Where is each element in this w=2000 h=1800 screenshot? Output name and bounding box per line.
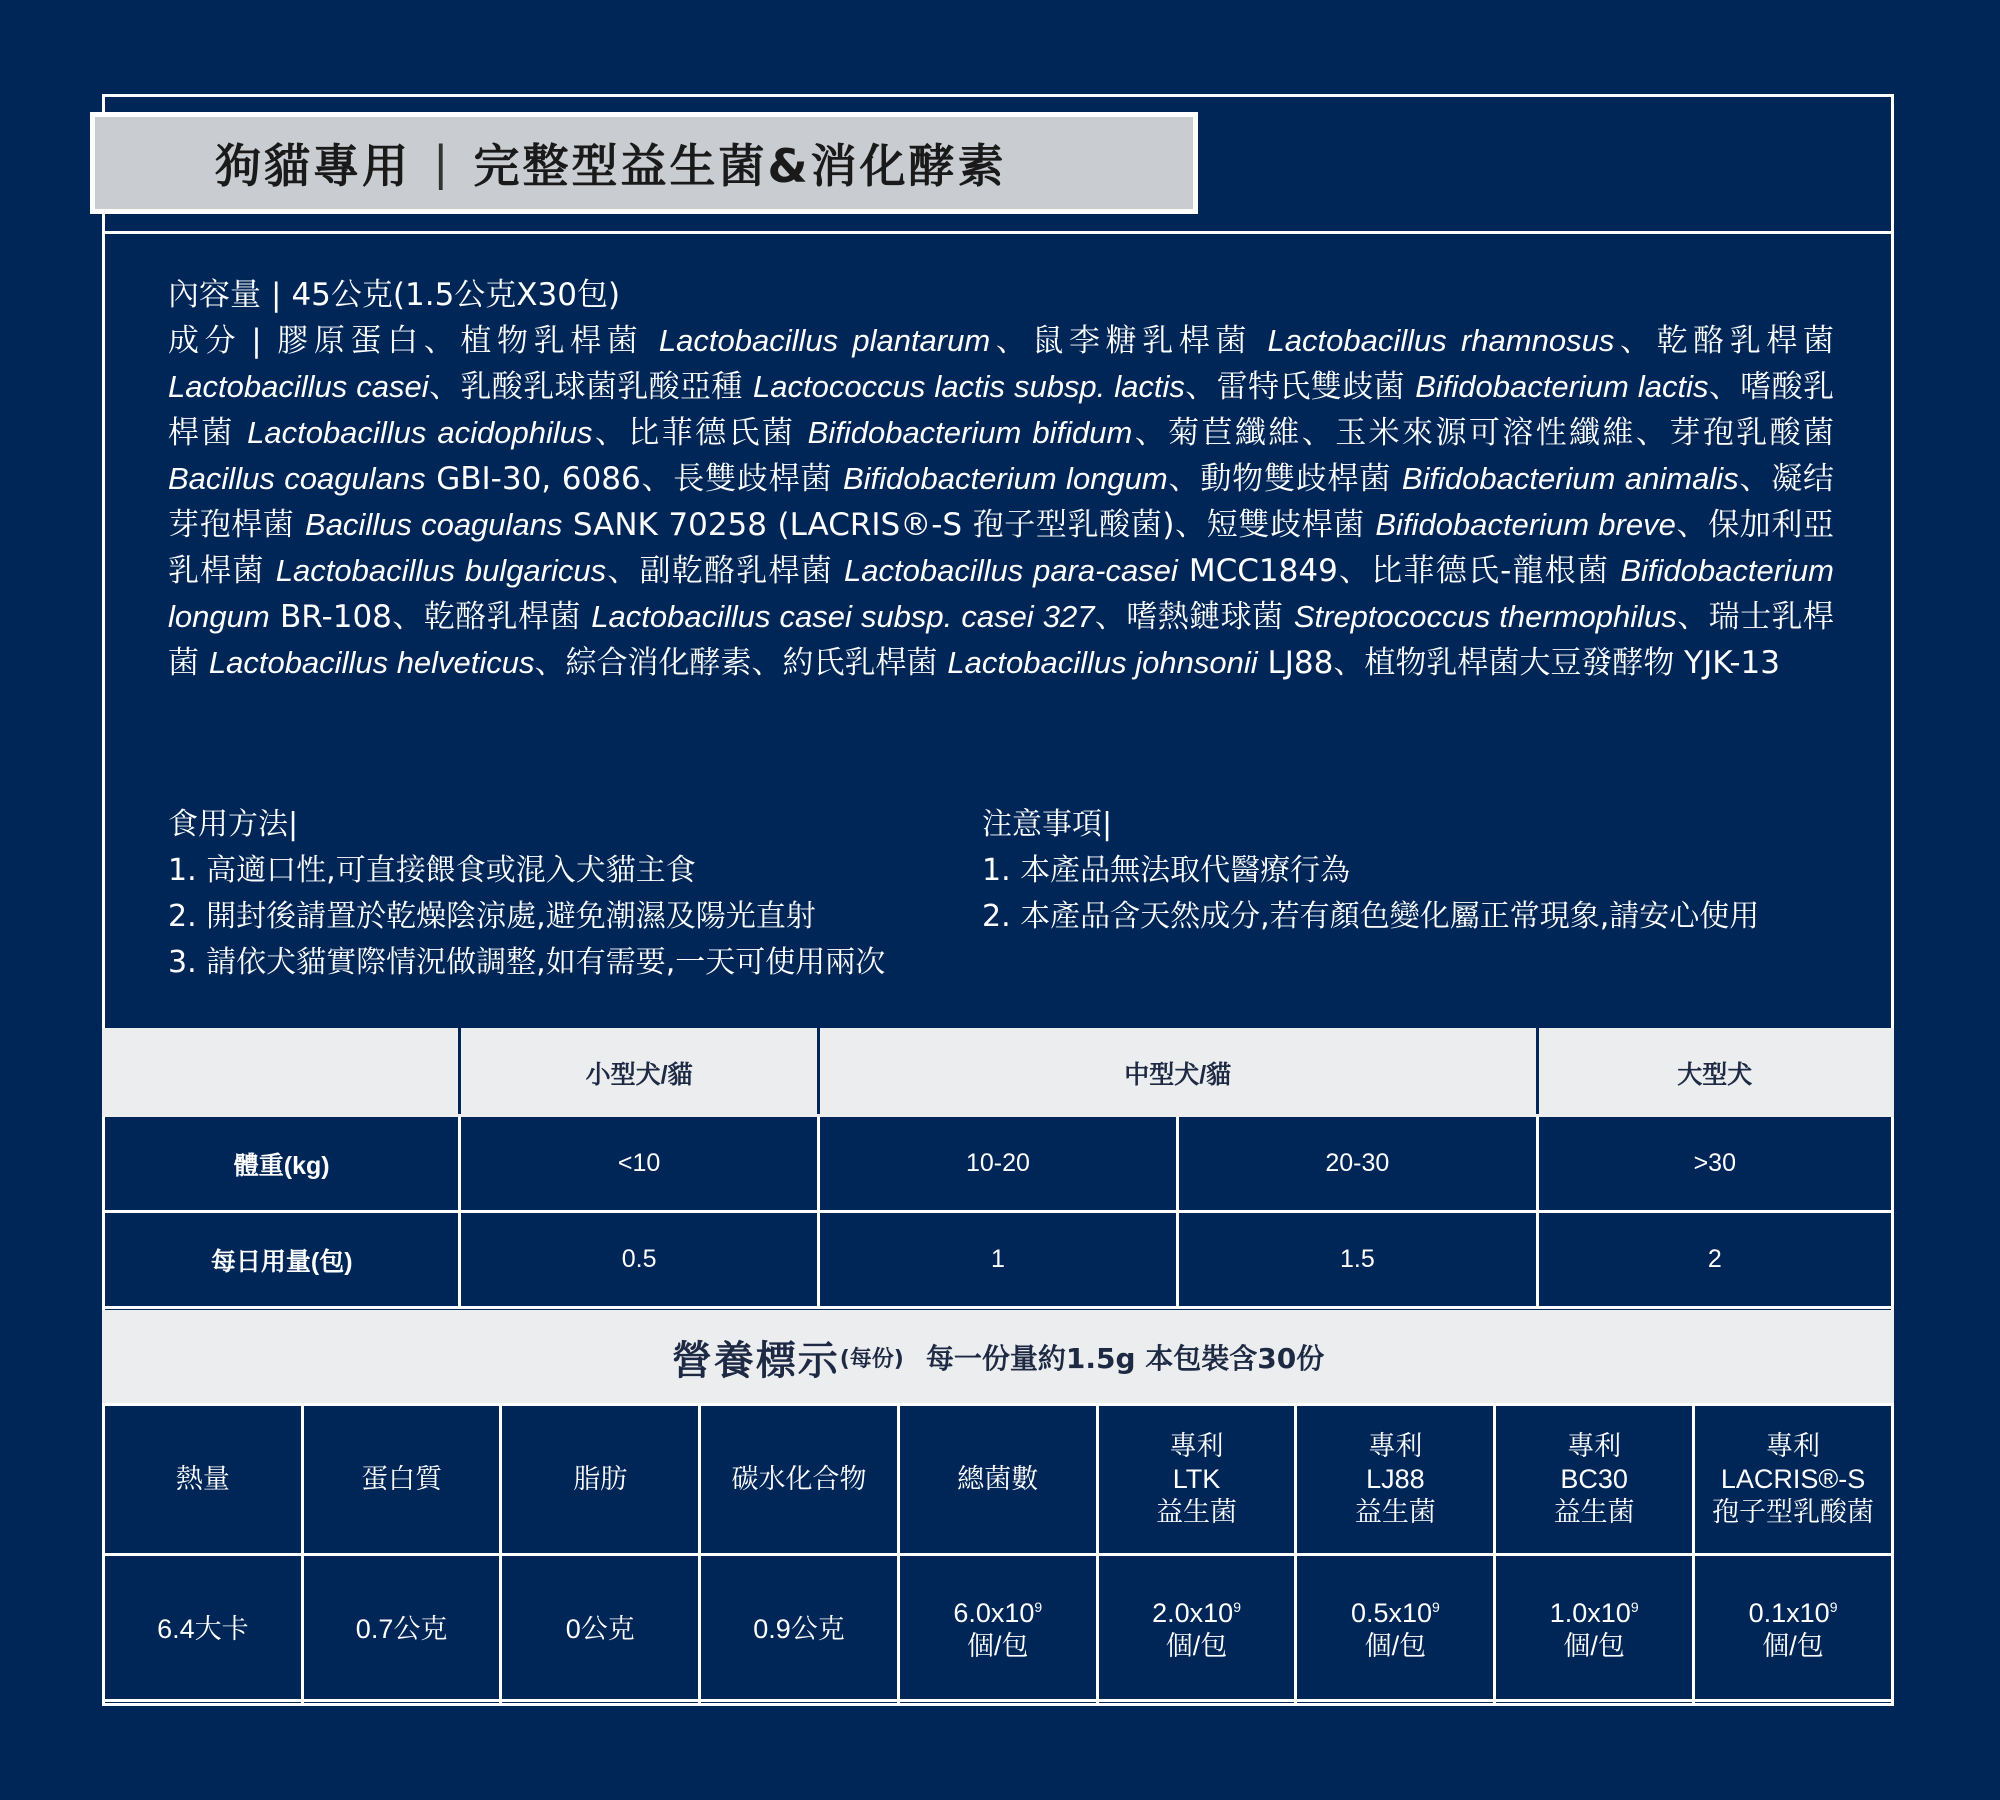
- nutrition-per: (每份): [839, 1346, 904, 1372]
- nutrition-header-text: 專利: [1368, 1431, 1423, 1461]
- nutrition-heading: [102, 1310, 1894, 1404]
- bacteria-unit: 個/包: [1563, 1630, 1625, 1661]
- scientific-name: Bacillus coagulans: [305, 507, 563, 542]
- dosage-group-large: 大型犬: [1537, 1030, 1892, 1116]
- bacteria-count: [1298, 1597, 1492, 1630]
- weight-cell: 20-30: [1178, 1116, 1537, 1212]
- content-line: [168, 272, 1834, 318]
- bacteria-coefficient: 1.0x10: [1549, 1597, 1631, 1628]
- bacteria-unit: 個/包: [1165, 1630, 1228, 1661]
- usage-list: [168, 848, 885, 986]
- bacteria-coefficient: 0.1x10: [1748, 1597, 1830, 1628]
- title-divider: [102, 231, 1894, 234]
- ingredient-text: 膠原蛋白、植物乳桿菌: [271, 323, 659, 359]
- nutrition-header-text: 孢子型乳酸菌: [1712, 1497, 1875, 1527]
- scientific-name: Lactobacillus helveticus: [208, 645, 535, 680]
- scientific-name: Lactobacillus casei: [168, 369, 429, 404]
- bacteria-exponent: 9: [1233, 1598, 1241, 1615]
- scientific-name: Bifidobacterium breve: [1375, 507, 1676, 542]
- daily-row: [104, 1212, 1893, 1308]
- dosage-table: [102, 1028, 1894, 1309]
- nutrition-header-row: [104, 1405, 1893, 1555]
- nutrition-header-cell: [104, 1405, 303, 1555]
- ingredient-text: 、嗜熱鏈球菌: [1094, 599, 1294, 635]
- content-value: 45公克(1.5公克X30包): [291, 277, 621, 313]
- ingredient-text: SANK 70258 (LACRIS®-S 孢子型乳酸菌)、短雙歧桿菌: [562, 507, 1376, 543]
- nutrition-header-cell: [501, 1405, 700, 1555]
- scientific-name: Lactobacillus casei subsp. casei 327: [591, 599, 1095, 634]
- ingredient-text: 、凝结芽孢桿菌: [168, 461, 1835, 543]
- nutrition-value-cell: [898, 1555, 1097, 1705]
- usage-item: 1. 高適口性,可直接餵食或混入犬貓主食: [168, 853, 696, 888]
- weight-row: [104, 1116, 1893, 1212]
- nutrition-header-cell: [700, 1405, 899, 1555]
- title-left: 狗貓專用: [215, 139, 411, 193]
- daily-label: 每日用量(包): [104, 1212, 460, 1308]
- content-label: 內容量: [168, 277, 261, 313]
- nutrition-header-text: 總菌數: [957, 1464, 1039, 1494]
- ingredient-text: 、菊苣纖維、玉米來源可溶性纖維、芽孢乳酸菌: [1132, 415, 1835, 451]
- ingredients-text: [168, 323, 1834, 681]
- daily-cell: 1: [818, 1212, 1177, 1308]
- nutrition-value-cell: [302, 1555, 501, 1705]
- nutrition-serving: 每一份量約1.5g 本包裝含30份: [925, 1342, 1325, 1375]
- usage-heading: 食用方法|: [168, 807, 299, 842]
- ingredient-text: GBI-30, 6086、長雙歧桿菌: [425, 461, 843, 497]
- ingredient-text: 、副乾酪乳桿菌: [606, 553, 845, 589]
- nutrition-header-text: 專利: [1567, 1431, 1622, 1461]
- nutrition-header-cell: [1694, 1405, 1893, 1555]
- bacteria-exponent: 9: [1034, 1598, 1043, 1615]
- dosage-header-row: [104, 1030, 1893, 1116]
- daily-cell: 0.5: [460, 1212, 818, 1308]
- nutrition-header-text: 熱量: [175, 1464, 230, 1494]
- notice-heading: 注意事項|: [982, 807, 1113, 842]
- ingredient-text: 、鼠李糖乳桿菌: [990, 323, 1268, 359]
- ingredients-line: [168, 318, 1834, 686]
- nutrition-title: 營養標示: [671, 1337, 840, 1384]
- scientific-name: Bifidobacterium longum: [168, 553, 1834, 634]
- scientific-name: Bifidobacterium longum: [842, 461, 1168, 496]
- notice-section: [982, 802, 1759, 940]
- content-separator: |: [271, 277, 282, 313]
- bacteria-exponent: 9: [1432, 1598, 1440, 1615]
- nutrition-header-text: 益生菌: [1156, 1497, 1238, 1527]
- usage-item: 3. 請依犬貓實際情況做調整,如有需要,一天可使用兩次: [168, 945, 886, 980]
- nutrition-header-text: LJ88: [1366, 1464, 1425, 1494]
- bacteria-count: [1497, 1597, 1691, 1630]
- ingredient-text: 、瑞士乳桿菌: [168, 599, 1834, 681]
- notice-list: [982, 848, 1759, 940]
- nutrition-value-cell: [1495, 1555, 1694, 1705]
- ingredient-text: BR-108、乾酪乳桿菌: [269, 599, 592, 635]
- bacteria-unit: 個/包: [1762, 1630, 1824, 1661]
- nutrition-header-text: LTK: [1172, 1464, 1221, 1494]
- bacteria-unit: 個/包: [1364, 1630, 1427, 1661]
- scientific-name: Bifidobacterium bifidum: [807, 415, 1133, 450]
- bacteria-exponent: 9: [1829, 1598, 1838, 1615]
- scientific-name: Lactobacillus bulgaricus: [275, 553, 607, 588]
- bacteria-coefficient: 0.5x10: [1350, 1597, 1433, 1628]
- nutrition-header-text: 蛋白質: [361, 1464, 443, 1494]
- nutrition-header-text: 益生菌: [1354, 1497, 1436, 1527]
- weight-cell: 10-20: [818, 1116, 1177, 1212]
- scientific-name: Bacillus coagulans: [168, 461, 426, 496]
- nutrition-header-text: LACRIS®-S: [1720, 1464, 1866, 1494]
- nutrition-value-row: [104, 1555, 1893, 1705]
- nutrition-value: 6.4大卡: [157, 1614, 249, 1644]
- nutrition-header-text: 專利: [1766, 1431, 1821, 1461]
- product-info: [168, 272, 1834, 686]
- bacteria-coefficient: 6.0x10: [953, 1597, 1035, 1628]
- nutrition-value-cell: [1296, 1555, 1495, 1705]
- ingredient-text: 、雷特氏雙歧菌: [1184, 369, 1416, 405]
- nutrition-value: 0.9公克: [753, 1614, 845, 1644]
- scientific-name: Lactobacillus johnsonii: [947, 645, 1258, 680]
- dosage-group-medium: 中型犬/貓: [818, 1030, 1537, 1116]
- ingredient-text: 、比菲德氏菌: [592, 415, 808, 451]
- weight-cell: <10: [460, 1116, 818, 1212]
- scientific-name: Bifidobacterium animalis: [1401, 461, 1739, 496]
- ingredient-text: 、動物雙歧桿菌: [1167, 461, 1402, 497]
- daily-cell: 2: [1537, 1212, 1892, 1308]
- notice-item: 1. 本產品無法取代醫療行為: [982, 853, 1351, 888]
- bacteria-unit: 個/包: [966, 1630, 1029, 1661]
- nutrition-table: [102, 1403, 1894, 1706]
- scientific-name: Streptococcus thermophilus: [1293, 599, 1677, 634]
- ingredient-text: MCC1849、比菲德氏-龍根菌: [1177, 553, 1621, 589]
- nutrition-value: 0公克: [565, 1614, 635, 1644]
- scientific-name: Bifidobacterium lactis: [1415, 369, 1709, 404]
- dosage-group-small: 小型犬/貓: [460, 1030, 818, 1116]
- weight-label: 體重(kg): [104, 1116, 460, 1212]
- nutrition-value-cell: [700, 1555, 899, 1705]
- ingredient-text: LJ88、植物乳桿菌大豆發酵物 YJK-13: [1257, 645, 1780, 681]
- nutrition-header-cell: [1495, 1405, 1694, 1555]
- nutrition-header-text: 脂肪: [573, 1464, 628, 1494]
- bacteria-coefficient: 2.0x10: [1152, 1597, 1234, 1628]
- scientific-name: Lactococcus lactis subsp. lactis: [753, 369, 1185, 404]
- nutrition-value: 0.7公克: [355, 1614, 448, 1644]
- bacteria-count: [1696, 1597, 1890, 1630]
- dosage-header-empty: [104, 1030, 460, 1116]
- usage-item: 2. 開封後請置於乾燥陰涼處,避免潮濕及陽光直射: [168, 899, 816, 934]
- nutrition-header-cell: [1097, 1405, 1296, 1555]
- ingredient-text: 、綜合消化酵素、約氏乳桿菌: [534, 645, 948, 681]
- nutrition-value-cell: [1097, 1555, 1296, 1705]
- product-title: [90, 112, 1198, 214]
- nutrition-header-text: BC30: [1560, 1464, 1628, 1494]
- nutrition-value-cell: [104, 1555, 303, 1705]
- scientific-name: Lactobacillus para-casei: [844, 553, 1178, 588]
- ingredient-text: 、乳酸乳球菌乳酸亞種: [428, 369, 754, 405]
- daily-cell: 1.5: [1178, 1212, 1537, 1308]
- ingredients-label: 成分: [168, 323, 242, 359]
- scientific-name: Lactobacillus acidophilus: [247, 415, 593, 450]
- bacteria-exponent: 9: [1630, 1598, 1639, 1615]
- title-right: 完整型益生菌&消化酵素: [473, 139, 1007, 193]
- nutrition-header-text: 碳水化合物: [731, 1464, 867, 1494]
- ingredient-text: 、保加利亞乳桿菌: [168, 507, 1834, 589]
- nutrition-header-text: 專利: [1169, 1431, 1224, 1461]
- nutrition-header-text: 益生菌: [1553, 1497, 1635, 1527]
- notice-item: 2. 本產品含天然成分,若有顏色變化屬正常現象,請安心使用: [982, 899, 1760, 934]
- bacteria-count: [1100, 1597, 1294, 1630]
- scientific-name: Lactobacillus plantarum: [658, 323, 991, 358]
- nutrition-value-cell: [1694, 1555, 1893, 1705]
- ingredients-separator: |: [251, 323, 262, 359]
- usage-section: [168, 802, 885, 986]
- scientific-name: Lactobacillus rhamnosus: [1267, 323, 1615, 358]
- ingredient-text: 、嗜酸乳桿菌: [168, 369, 1834, 451]
- nutrition-value-cell: [501, 1555, 700, 1705]
- bacteria-count: [901, 1597, 1095, 1630]
- nutrition-header-cell: [898, 1405, 1097, 1555]
- nutrition-header-cell: [1296, 1405, 1495, 1555]
- title-separator: |: [433, 136, 452, 190]
- ingredient-text: 、乾酪乳桿菌: [1614, 323, 1835, 359]
- weight-cell: >30: [1537, 1116, 1892, 1212]
- nutrition-header-cell: [302, 1405, 501, 1555]
